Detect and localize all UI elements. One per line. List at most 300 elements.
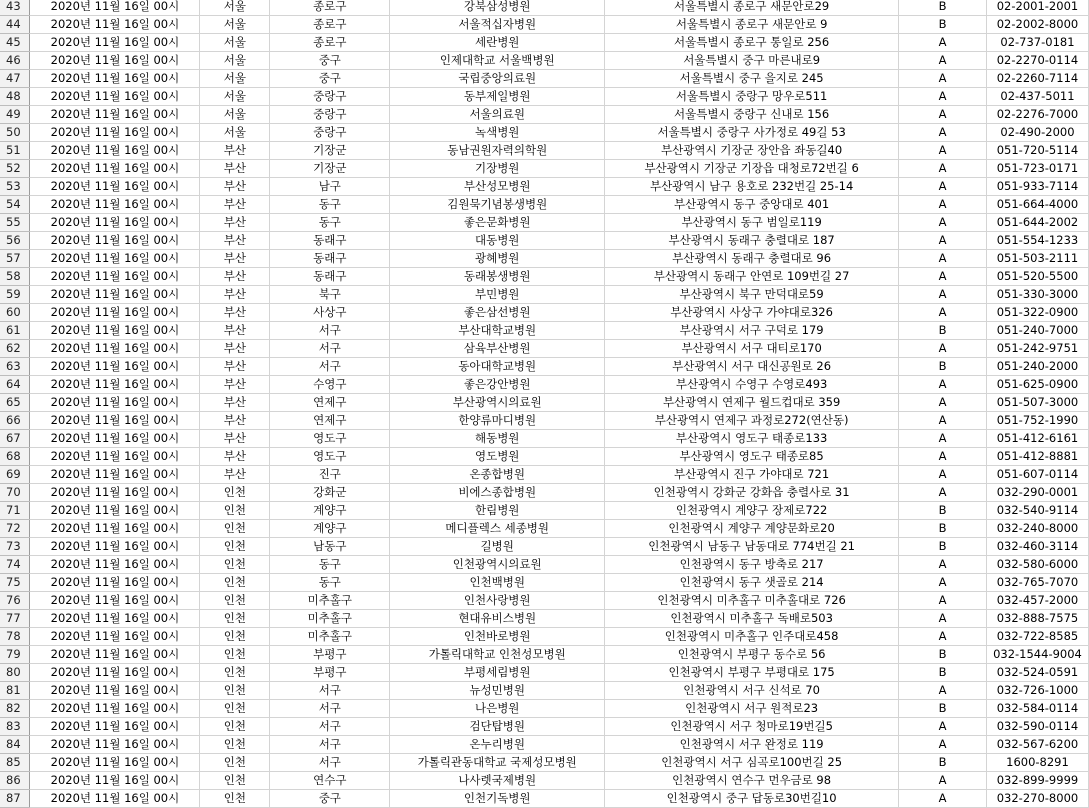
- address-cell[interactable]: 부산광역시 동래구 안연로 109번길 27: [605, 268, 899, 286]
- date-cell[interactable]: 2020년 11월 16일 00시: [30, 358, 200, 376]
- row-number[interactable]: 48: [0, 88, 30, 106]
- date-cell[interactable]: 2020년 11월 16일 00시: [30, 682, 200, 700]
- region-cell[interactable]: 인천: [200, 790, 270, 808]
- date-cell[interactable]: 2020년 11월 16일 00시: [30, 142, 200, 160]
- hospital-name-cell[interactable]: 부민병원: [390, 286, 605, 304]
- date-cell[interactable]: 2020년 11월 16일 00시: [30, 16, 200, 34]
- region-cell[interactable]: 서울: [200, 106, 270, 124]
- address-cell[interactable]: 부산광역시 진구 가야대로 721: [605, 466, 899, 484]
- phone-cell[interactable]: 051-322-0900: [986, 304, 1088, 322]
- region-cell[interactable]: 서울: [200, 0, 270, 16]
- date-cell[interactable]: 2020년 11월 16일 00시: [30, 214, 200, 232]
- date-cell[interactable]: 2020년 11월 16일 00시: [30, 286, 200, 304]
- address-cell[interactable]: 인천광역시 동구 샛골로 214: [605, 574, 899, 592]
- district-cell[interactable]: 미추홀구: [270, 610, 390, 628]
- row-number[interactable]: 82: [0, 700, 30, 718]
- region-cell[interactable]: 부산: [200, 376, 270, 394]
- phone-cell[interactable]: 051-644-2002: [986, 214, 1088, 232]
- address-cell[interactable]: 인천광역시 계양구 계양문화로20: [605, 520, 899, 538]
- hospital-name-cell[interactable]: 한양류마디병원: [390, 412, 605, 430]
- hospital-name-cell[interactable]: 부평세림병원: [390, 664, 605, 682]
- row-number[interactable]: 71: [0, 502, 30, 520]
- row-number[interactable]: 65: [0, 394, 30, 412]
- district-cell[interactable]: 서구: [270, 754, 390, 772]
- district-cell[interactable]: 서구: [270, 736, 390, 754]
- address-cell[interactable]: 부산광역시 수영구 수영로493: [605, 376, 899, 394]
- grade-cell[interactable]: A: [899, 592, 987, 610]
- grade-cell[interactable]: B: [899, 700, 987, 718]
- hospital-name-cell[interactable]: 한림병원: [390, 502, 605, 520]
- region-cell[interactable]: 서울: [200, 16, 270, 34]
- phone-cell[interactable]: 032-580-6000: [986, 556, 1088, 574]
- row-number[interactable]: 68: [0, 448, 30, 466]
- district-cell[interactable]: 종로구: [270, 34, 390, 52]
- address-cell[interactable]: 서울특별시 중구 마른내로9: [605, 52, 899, 70]
- grade-cell[interactable]: B: [899, 520, 987, 538]
- date-cell[interactable]: 2020년 11월 16일 00시: [30, 718, 200, 736]
- grade-cell[interactable]: A: [899, 466, 987, 484]
- date-cell[interactable]: 2020년 11월 16일 00시: [30, 628, 200, 646]
- phone-cell[interactable]: 032-524-0591: [986, 664, 1088, 682]
- grade-cell[interactable]: A: [899, 412, 987, 430]
- hospital-name-cell[interactable]: 국립중앙의료원: [390, 70, 605, 88]
- region-cell[interactable]: 부산: [200, 268, 270, 286]
- region-cell[interactable]: 인천: [200, 754, 270, 772]
- region-cell[interactable]: 인천: [200, 628, 270, 646]
- row-number[interactable]: 87: [0, 790, 30, 808]
- district-cell[interactable]: 부평구: [270, 646, 390, 664]
- phone-cell[interactable]: 02-2260-7114: [986, 70, 1088, 88]
- hospital-name-cell[interactable]: 광혜병원: [390, 250, 605, 268]
- address-cell[interactable]: 부산광역시 서구 대티로170: [605, 340, 899, 358]
- phone-cell[interactable]: 051-240-7000: [986, 322, 1088, 340]
- address-cell[interactable]: 서울특별시 중구 을지로 245: [605, 70, 899, 88]
- district-cell[interactable]: 중랑구: [270, 88, 390, 106]
- district-cell[interactable]: 연수구: [270, 772, 390, 790]
- hospital-name-cell[interactable]: 동부제일병원: [390, 88, 605, 106]
- date-cell[interactable]: 2020년 11월 16일 00시: [30, 430, 200, 448]
- date-cell[interactable]: 2020년 11월 16일 00시: [30, 394, 200, 412]
- grade-cell[interactable]: B: [899, 754, 987, 772]
- row-number[interactable]: 54: [0, 196, 30, 214]
- district-cell[interactable]: 서구: [270, 682, 390, 700]
- hospital-name-cell[interactable]: 영도병원: [390, 448, 605, 466]
- grade-cell[interactable]: A: [899, 718, 987, 736]
- phone-cell[interactable]: 032-270-8000: [986, 790, 1088, 808]
- grade-cell[interactable]: A: [899, 106, 987, 124]
- phone-cell[interactable]: 032-290-0001: [986, 484, 1088, 502]
- region-cell[interactable]: 부산: [200, 142, 270, 160]
- address-cell[interactable]: 인천광역시 연수구 먼우금로 98: [605, 772, 899, 790]
- hospital-name-cell[interactable]: 강북삼성병원: [390, 0, 605, 16]
- phone-cell[interactable]: 1600-8291: [986, 754, 1088, 772]
- address-cell[interactable]: 서울특별시 종로구 새문안로29: [605, 0, 899, 16]
- row-number[interactable]: 76: [0, 592, 30, 610]
- row-number[interactable]: 64: [0, 376, 30, 394]
- address-cell[interactable]: 부산광역시 영도구 태종로133: [605, 430, 899, 448]
- region-cell[interactable]: 부산: [200, 322, 270, 340]
- district-cell[interactable]: 종로구: [270, 16, 390, 34]
- grade-cell[interactable]: A: [899, 682, 987, 700]
- district-cell[interactable]: 동구: [270, 574, 390, 592]
- phone-cell[interactable]: 02-2276-7000: [986, 106, 1088, 124]
- hospital-name-cell[interactable]: 부산대학교병원: [390, 322, 605, 340]
- hospital-name-cell[interactable]: 동래봉생병원: [390, 268, 605, 286]
- hospital-name-cell[interactable]: 서울의료원: [390, 106, 605, 124]
- address-cell[interactable]: 인천광역시 서구 완정로 119: [605, 736, 899, 754]
- grade-cell[interactable]: A: [899, 250, 987, 268]
- region-cell[interactable]: 인천: [200, 556, 270, 574]
- district-cell[interactable]: 동래구: [270, 250, 390, 268]
- region-cell[interactable]: 부산: [200, 196, 270, 214]
- hospital-name-cell[interactable]: 검단탑병원: [390, 718, 605, 736]
- region-cell[interactable]: 서울: [200, 124, 270, 142]
- date-cell[interactable]: 2020년 11월 16일 00시: [30, 664, 200, 682]
- hospital-name-cell[interactable]: 동아대학교병원: [390, 358, 605, 376]
- district-cell[interactable]: 미추홀구: [270, 628, 390, 646]
- district-cell[interactable]: 북구: [270, 286, 390, 304]
- hospital-name-cell[interactable]: 부산성모병원: [390, 178, 605, 196]
- address-cell[interactable]: 인천광역시 강화군 강화읍 충렬사로 31: [605, 484, 899, 502]
- address-cell[interactable]: 인천광역시 부평구 동수로 56: [605, 646, 899, 664]
- district-cell[interactable]: 동구: [270, 556, 390, 574]
- grade-cell[interactable]: B: [899, 0, 987, 16]
- grade-cell[interactable]: B: [899, 538, 987, 556]
- grade-cell[interactable]: A: [899, 772, 987, 790]
- row-number[interactable]: 77: [0, 610, 30, 628]
- hospital-name-cell[interactable]: 현대유비스병원: [390, 610, 605, 628]
- region-cell[interactable]: 부산: [200, 250, 270, 268]
- date-cell[interactable]: 2020년 11월 16일 00시: [30, 592, 200, 610]
- address-cell[interactable]: 부산광역시 북구 만덕대로59: [605, 286, 899, 304]
- row-number[interactable]: 63: [0, 358, 30, 376]
- region-cell[interactable]: 인천: [200, 682, 270, 700]
- region-cell[interactable]: 부산: [200, 214, 270, 232]
- region-cell[interactable]: 인천: [200, 484, 270, 502]
- address-cell[interactable]: 부산광역시 서구 대신공원로 26: [605, 358, 899, 376]
- row-number[interactable]: 72: [0, 520, 30, 538]
- grade-cell[interactable]: A: [899, 178, 987, 196]
- grade-cell[interactable]: A: [899, 232, 987, 250]
- hospital-name-cell[interactable]: 나사렛국제병원: [390, 772, 605, 790]
- hospital-name-cell[interactable]: 대동병원: [390, 232, 605, 250]
- district-cell[interactable]: 동구: [270, 214, 390, 232]
- region-cell[interactable]: 인천: [200, 592, 270, 610]
- row-number[interactable]: 80: [0, 664, 30, 682]
- grade-cell[interactable]: A: [899, 556, 987, 574]
- phone-cell[interactable]: 051-520-5500: [986, 268, 1088, 286]
- date-cell[interactable]: 2020년 11월 16일 00시: [30, 538, 200, 556]
- address-cell[interactable]: 부산광역시 사상구 가야대로326: [605, 304, 899, 322]
- address-cell[interactable]: 서울특별시 종로구 새문안로 9: [605, 16, 899, 34]
- hospital-name-cell[interactable]: 비에스종합병원: [390, 484, 605, 502]
- region-cell[interactable]: 서울: [200, 88, 270, 106]
- phone-cell[interactable]: 032-722-8585: [986, 628, 1088, 646]
- phone-cell[interactable]: 051-242-9751: [986, 340, 1088, 358]
- date-cell[interactable]: 2020년 11월 16일 00시: [30, 466, 200, 484]
- date-cell[interactable]: 2020년 11월 16일 00시: [30, 268, 200, 286]
- date-cell[interactable]: 2020년 11월 16일 00시: [30, 790, 200, 808]
- region-cell[interactable]: 인천: [200, 520, 270, 538]
- row-number[interactable]: 79: [0, 646, 30, 664]
- phone-cell[interactable]: 032-460-3114: [986, 538, 1088, 556]
- row-number[interactable]: 57: [0, 250, 30, 268]
- address-cell[interactable]: 인천광역시 미추홀구 인주대로458: [605, 628, 899, 646]
- region-cell[interactable]: 서울: [200, 34, 270, 52]
- grade-cell[interactable]: A: [899, 142, 987, 160]
- hospital-name-cell[interactable]: 기장병원: [390, 160, 605, 178]
- phone-cell[interactable]: 051-752-1990: [986, 412, 1088, 430]
- hospital-name-cell[interactable]: 길병원: [390, 538, 605, 556]
- grade-cell[interactable]: A: [899, 790, 987, 808]
- row-number[interactable]: 73: [0, 538, 30, 556]
- date-cell[interactable]: 2020년 11월 16일 00시: [30, 124, 200, 142]
- region-cell[interactable]: 부산: [200, 160, 270, 178]
- hospital-name-cell[interactable]: 가톨릭대학교 인천성모병원: [390, 646, 605, 664]
- district-cell[interactable]: 계양구: [270, 502, 390, 520]
- region-cell[interactable]: 부산: [200, 412, 270, 430]
- phone-cell[interactable]: 051-625-0900: [986, 376, 1088, 394]
- date-cell[interactable]: 2020년 11월 16일 00시: [30, 412, 200, 430]
- address-cell[interactable]: 인천광역시 부평구 부평대로 175: [605, 664, 899, 682]
- district-cell[interactable]: 중구: [270, 52, 390, 70]
- row-number[interactable]: 46: [0, 52, 30, 70]
- phone-cell[interactable]: 02-2270-0114: [986, 52, 1088, 70]
- district-cell[interactable]: 강화군: [270, 484, 390, 502]
- district-cell[interactable]: 연제구: [270, 394, 390, 412]
- district-cell[interactable]: 사상구: [270, 304, 390, 322]
- phone-cell[interactable]: 032-888-7575: [986, 610, 1088, 628]
- date-cell[interactable]: 2020년 11월 16일 00시: [30, 376, 200, 394]
- district-cell[interactable]: 서구: [270, 700, 390, 718]
- hospital-name-cell[interactable]: 나은병원: [390, 700, 605, 718]
- address-cell[interactable]: 인천광역시 서구 심곡로100번길 25: [605, 754, 899, 772]
- row-number[interactable]: 62: [0, 340, 30, 358]
- grade-cell[interactable]: B: [899, 322, 987, 340]
- phone-cell[interactable]: 051-240-2000: [986, 358, 1088, 376]
- date-cell[interactable]: 2020년 11월 16일 00시: [30, 160, 200, 178]
- region-cell[interactable]: 부산: [200, 448, 270, 466]
- date-cell[interactable]: 2020년 11월 16일 00시: [30, 88, 200, 106]
- district-cell[interactable]: 미추홀구: [270, 592, 390, 610]
- date-cell[interactable]: 2020년 11월 16일 00시: [30, 322, 200, 340]
- date-cell[interactable]: 2020년 11월 16일 00시: [30, 34, 200, 52]
- date-cell[interactable]: 2020년 11월 16일 00시: [30, 196, 200, 214]
- region-cell[interactable]: 인천: [200, 646, 270, 664]
- hospital-name-cell[interactable]: 녹색병원: [390, 124, 605, 142]
- region-cell[interactable]: 부산: [200, 232, 270, 250]
- hospital-name-cell[interactable]: 동남권원자력의학원: [390, 142, 605, 160]
- grade-cell[interactable]: B: [899, 358, 987, 376]
- phone-cell[interactable]: 051-554-1233: [986, 232, 1088, 250]
- district-cell[interactable]: 수영구: [270, 376, 390, 394]
- district-cell[interactable]: 서구: [270, 718, 390, 736]
- grade-cell[interactable]: A: [899, 52, 987, 70]
- address-cell[interactable]: 인천광역시 미추홀구 독배로503: [605, 610, 899, 628]
- hospital-name-cell[interactable]: 인제대학교 서울백병원: [390, 52, 605, 70]
- address-cell[interactable]: 인천광역시 남동구 남동대로 774번길 21: [605, 538, 899, 556]
- region-cell[interactable]: 인천: [200, 772, 270, 790]
- address-cell[interactable]: 부산광역시 연제구 월드컵대로 359: [605, 394, 899, 412]
- district-cell[interactable]: 중랑구: [270, 124, 390, 142]
- phone-cell[interactable]: 02-2001-2001: [986, 0, 1088, 16]
- region-cell[interactable]: 서울: [200, 70, 270, 88]
- address-cell[interactable]: 부산광역시 서구 구덕로 179: [605, 322, 899, 340]
- region-cell[interactable]: 인천: [200, 736, 270, 754]
- region-cell[interactable]: 부산: [200, 286, 270, 304]
- district-cell[interactable]: 진구: [270, 466, 390, 484]
- grade-cell[interactable]: A: [899, 448, 987, 466]
- date-cell[interactable]: 2020년 11월 16일 00시: [30, 448, 200, 466]
- district-cell[interactable]: 중랑구: [270, 106, 390, 124]
- row-number[interactable]: 51: [0, 142, 30, 160]
- row-number[interactable]: 49: [0, 106, 30, 124]
- phone-cell[interactable]: 032-590-0114: [986, 718, 1088, 736]
- date-cell[interactable]: 2020년 11월 16일 00시: [30, 304, 200, 322]
- hospital-name-cell[interactable]: 김원묵기념봉생병원: [390, 196, 605, 214]
- hospital-name-cell[interactable]: 메디플렉스 세종병원: [390, 520, 605, 538]
- grade-cell[interactable]: A: [899, 394, 987, 412]
- hospital-name-cell[interactable]: 뉴성민병원: [390, 682, 605, 700]
- region-cell[interactable]: 부산: [200, 358, 270, 376]
- region-cell[interactable]: 인천: [200, 538, 270, 556]
- hospital-name-cell[interactable]: 인천광역시의료원: [390, 556, 605, 574]
- address-cell[interactable]: 인천광역시 서구 신석로 70: [605, 682, 899, 700]
- phone-cell[interactable]: 032-240-8000: [986, 520, 1088, 538]
- address-cell[interactable]: 부산광역시 연제구 과정로272(연산동): [605, 412, 899, 430]
- date-cell[interactable]: 2020년 11월 16일 00시: [30, 556, 200, 574]
- grade-cell[interactable]: A: [899, 484, 987, 502]
- date-cell[interactable]: 2020년 11월 16일 00시: [30, 52, 200, 70]
- grade-cell[interactable]: A: [899, 160, 987, 178]
- phone-cell[interactable]: 02-2002-8000: [986, 16, 1088, 34]
- hospital-name-cell[interactable]: 인천바로병원: [390, 628, 605, 646]
- hospital-name-cell[interactable]: 서울적십자병원: [390, 16, 605, 34]
- hospital-name-cell[interactable]: 삼육부산병원: [390, 340, 605, 358]
- date-cell[interactable]: 2020년 11월 16일 00시: [30, 520, 200, 538]
- grade-cell[interactable]: A: [899, 340, 987, 358]
- district-cell[interactable]: 동래구: [270, 268, 390, 286]
- phone-cell[interactable]: 051-607-0114: [986, 466, 1088, 484]
- hospital-name-cell[interactable]: 해동병원: [390, 430, 605, 448]
- district-cell[interactable]: 서구: [270, 322, 390, 340]
- address-cell[interactable]: 부산광역시 기장군 기장읍 대청로72번길 6: [605, 160, 899, 178]
- date-cell[interactable]: 2020년 11월 16일 00시: [30, 70, 200, 88]
- date-cell[interactable]: 2020년 11월 16일 00시: [30, 700, 200, 718]
- hospital-name-cell[interactable]: 인천백병원: [390, 574, 605, 592]
- region-cell[interactable]: 부산: [200, 430, 270, 448]
- phone-cell[interactable]: 032-726-1000: [986, 682, 1088, 700]
- address-cell[interactable]: 인천광역시 서구 원적로23: [605, 700, 899, 718]
- hospital-name-cell[interactable]: 좋은강안병원: [390, 376, 605, 394]
- hospital-name-cell[interactable]: 온종합병원: [390, 466, 605, 484]
- grade-cell[interactable]: A: [899, 736, 987, 754]
- address-cell[interactable]: 부산광역시 기장군 장안읍 좌동길40: [605, 142, 899, 160]
- phone-cell[interactable]: 02-737-0181: [986, 34, 1088, 52]
- date-cell[interactable]: 2020년 11월 16일 00시: [30, 772, 200, 790]
- row-number[interactable]: 55: [0, 214, 30, 232]
- region-cell[interactable]: 인천: [200, 574, 270, 592]
- grade-cell[interactable]: A: [899, 34, 987, 52]
- row-number[interactable]: 43: [0, 0, 30, 16]
- region-cell[interactable]: 인천: [200, 610, 270, 628]
- row-number[interactable]: 52: [0, 160, 30, 178]
- row-number[interactable]: 44: [0, 16, 30, 34]
- row-number[interactable]: 83: [0, 718, 30, 736]
- grade-cell[interactable]: A: [899, 376, 987, 394]
- phone-cell[interactable]: 051-664-4000: [986, 196, 1088, 214]
- district-cell[interactable]: 서구: [270, 358, 390, 376]
- region-cell[interactable]: 부산: [200, 466, 270, 484]
- phone-cell[interactable]: 032-765-7070: [986, 574, 1088, 592]
- row-number[interactable]: 67: [0, 430, 30, 448]
- row-number[interactable]: 45: [0, 34, 30, 52]
- hospital-name-cell[interactable]: 부산광역시의료원: [390, 394, 605, 412]
- district-cell[interactable]: 기장군: [270, 160, 390, 178]
- district-cell[interactable]: 서구: [270, 340, 390, 358]
- phone-cell[interactable]: 032-457-2000: [986, 592, 1088, 610]
- phone-cell[interactable]: 051-503-2111: [986, 250, 1088, 268]
- district-cell[interactable]: 계양구: [270, 520, 390, 538]
- phone-cell[interactable]: 032-567-6200: [986, 736, 1088, 754]
- district-cell[interactable]: 영도구: [270, 448, 390, 466]
- address-cell[interactable]: 인천광역시 동구 방축로 217: [605, 556, 899, 574]
- date-cell[interactable]: 2020년 11월 16일 00시: [30, 736, 200, 754]
- district-cell[interactable]: 중구: [270, 70, 390, 88]
- date-cell[interactable]: 2020년 11월 16일 00시: [30, 484, 200, 502]
- hospital-name-cell[interactable]: 인천기독병원: [390, 790, 605, 808]
- phone-cell[interactable]: 032-540-9114: [986, 502, 1088, 520]
- grade-cell[interactable]: A: [899, 214, 987, 232]
- phone-cell[interactable]: 032-1544-9004: [986, 646, 1088, 664]
- address-cell[interactable]: 부산광역시 영도구 태종로85: [605, 448, 899, 466]
- address-cell[interactable]: 서울특별시 중랑구 신내로 156: [605, 106, 899, 124]
- date-cell[interactable]: 2020년 11월 16일 00시: [30, 646, 200, 664]
- district-cell[interactable]: 동구: [270, 196, 390, 214]
- district-cell[interactable]: 남동구: [270, 538, 390, 556]
- region-cell[interactable]: 인천: [200, 700, 270, 718]
- grade-cell[interactable]: A: [899, 430, 987, 448]
- hospital-name-cell[interactable]: 온누리병원: [390, 736, 605, 754]
- row-number[interactable]: 50: [0, 124, 30, 142]
- grade-cell[interactable]: A: [899, 628, 987, 646]
- district-cell[interactable]: 영도구: [270, 430, 390, 448]
- district-cell[interactable]: 종로구: [270, 0, 390, 16]
- phone-cell[interactable]: 02-490-2000: [986, 124, 1088, 142]
- address-cell[interactable]: 부산광역시 동래구 충렬대로 187: [605, 232, 899, 250]
- address-cell[interactable]: 부산광역시 동래구 충렬대로 96: [605, 250, 899, 268]
- district-cell[interactable]: 기장군: [270, 142, 390, 160]
- region-cell[interactable]: 부산: [200, 178, 270, 196]
- grade-cell[interactable]: A: [899, 268, 987, 286]
- date-cell[interactable]: 2020년 11월 16일 00시: [30, 754, 200, 772]
- grade-cell[interactable]: B: [899, 646, 987, 664]
- phone-cell[interactable]: 051-720-5114: [986, 142, 1088, 160]
- district-cell[interactable]: 중구: [270, 790, 390, 808]
- phone-cell[interactable]: 02-437-5011: [986, 88, 1088, 106]
- row-number[interactable]: 66: [0, 412, 30, 430]
- row-number[interactable]: 86: [0, 772, 30, 790]
- row-number[interactable]: 70: [0, 484, 30, 502]
- hospital-name-cell[interactable]: 인천사랑병원: [390, 592, 605, 610]
- row-number[interactable]: 60: [0, 304, 30, 322]
- grade-cell[interactable]: A: [899, 88, 987, 106]
- date-cell[interactable]: 2020년 11월 16일 00시: [30, 574, 200, 592]
- region-cell[interactable]: 인천: [200, 718, 270, 736]
- grade-cell[interactable]: A: [899, 304, 987, 322]
- phone-cell[interactable]: 051-933-7114: [986, 178, 1088, 196]
- phone-cell[interactable]: 032-584-0114: [986, 700, 1088, 718]
